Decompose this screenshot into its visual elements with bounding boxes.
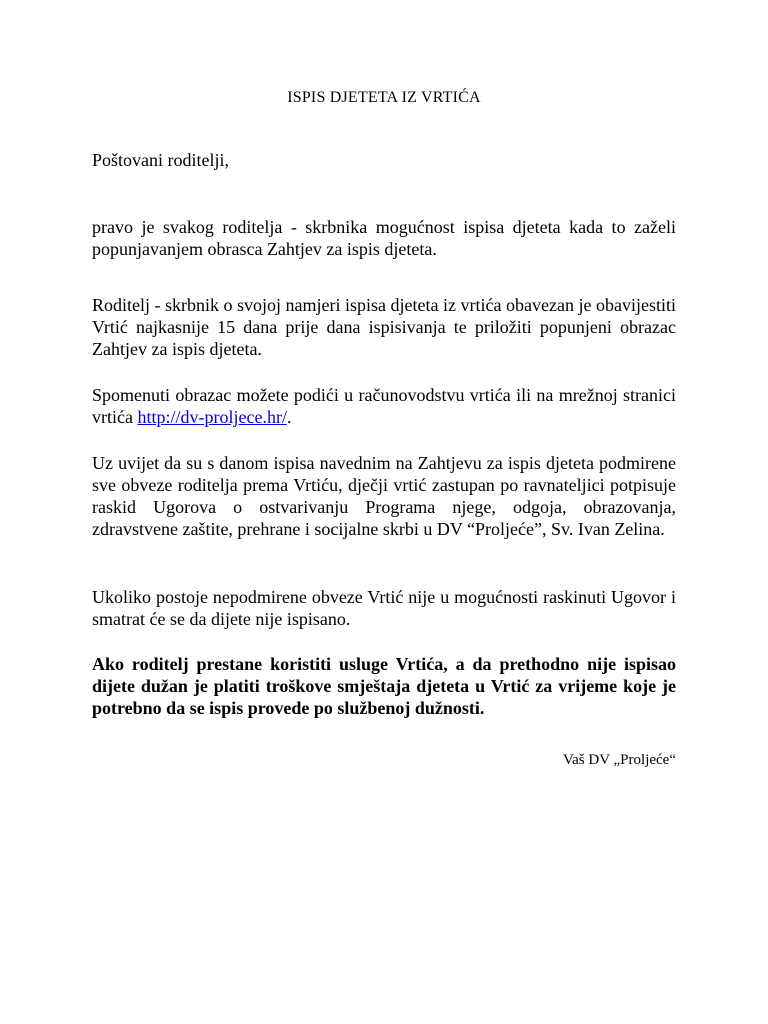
greeting: Poštovani roditelji,	[92, 150, 229, 170]
paragraph-form-location-end: .	[286, 407, 292, 427]
kindergarten-website-link[interactable]: http://dv-proljece.hr/	[137, 407, 287, 427]
document-title: ISPIS DJETETA IZ VRTIĆA	[287, 89, 481, 106]
paragraph-contract-termination: Uz uvijet da su s danom ispisa navednim na Zahtjevu za ispis djeteta podmirene sve obveze roditelja prema Vrtiću, dječji vrtić zastupan po ravnateljici potpisuje raskid Ugorova o ostvarivanju Programa njege, odgoja, obrazovanja, zdravstvene zaštite, prehrane i socijalne skrbi u DV “Proljeće”, Sv. Ivan Zelina.	[92, 453, 676, 539]
paragraph-bold-warning: Ako roditelj prestane koristiti usluge Vrtića, a da prethodno nije ispisao dijete dužan je platiti troškove smještaja djeteta u Vrtić za vrijeme koje je potrebno da se ispis provede po službenoj dužnosti.	[92, 654, 676, 718]
paragraph-form-location-text: Spomenuti obrazac možete podići u računovodstvu vrtića ili na mrežnoj stranici vrtića	[92, 385, 676, 427]
paragraph-form-location	[92, 384, 676, 428]
paragraph-notice-obligation: Roditelj - skrbnik o svojoj namjeri ispisa djeteta iz vrtića obavezan je obavijestiti Vrtić najkasnije 15 dana prije dana ispisivanja te priložiti popunjeni obrazac Zahtjev za ispis djeteta.	[92, 295, 676, 359]
paragraph-right-to-withdraw: pravo je svakog roditelja - skrbnika mogućnost ispisa djeteta kada to zaželi popunjavanjem obrasca Zahtjev za ispis djeteta.	[92, 217, 676, 259]
paragraph-unpaid-obligations: Ukoliko postoje nepodmirene obveze Vrtić nije u mogućnosti raskinuti Ugovor i smatrat će se da dijete nije ispisano.	[92, 587, 676, 629]
signature: Vaš DV „Proljeće“	[562, 752, 676, 768]
